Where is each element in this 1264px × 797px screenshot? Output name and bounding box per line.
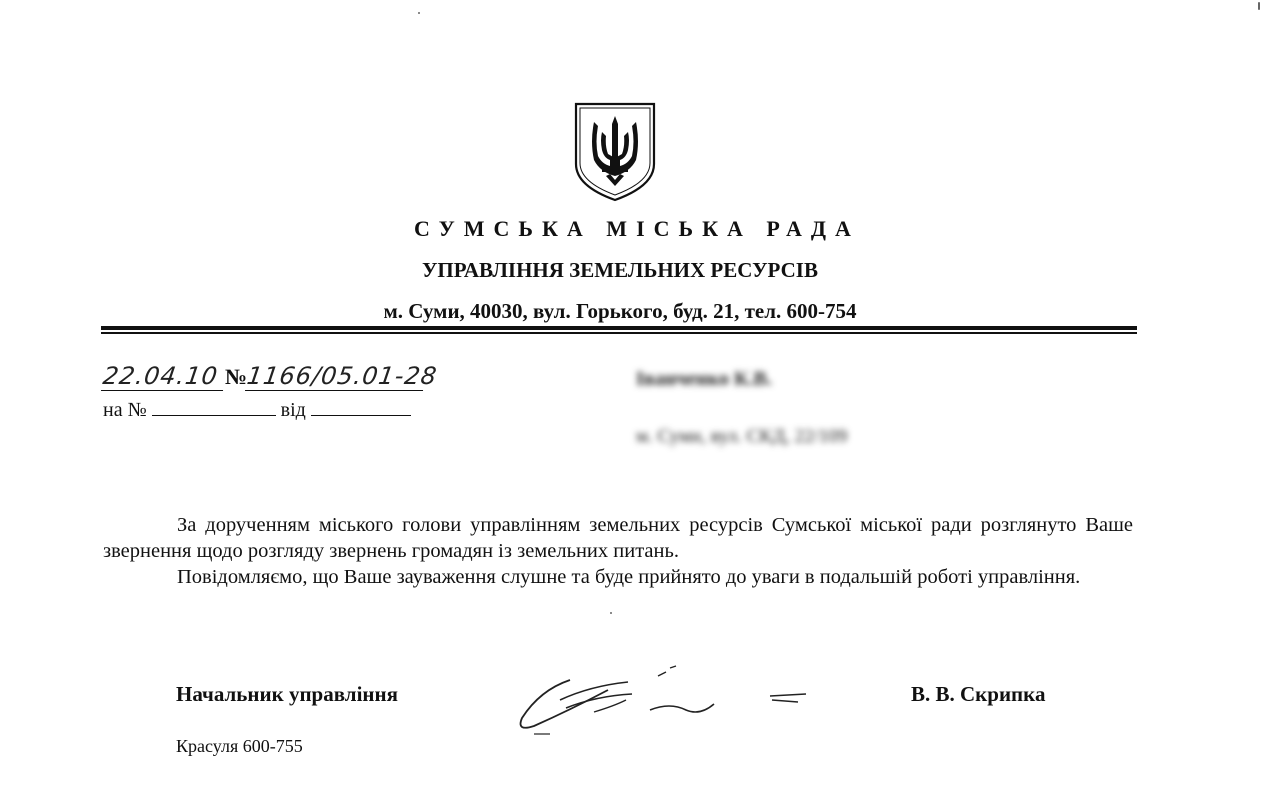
reference-from-label: від bbox=[280, 399, 306, 421]
scan-speck bbox=[1258, 2, 1260, 10]
signer-title: Начальник управління bbox=[176, 682, 398, 706]
signer-name: В. В. Скрипка bbox=[911, 682, 1046, 706]
executor-contact: Красуля 600-755 bbox=[176, 736, 303, 756]
organization-title: СУМСЬКА МІСЬКА РАДА bbox=[414, 216, 860, 241]
reference-number-blank bbox=[152, 397, 276, 416]
header-divider-thin bbox=[101, 332, 1137, 334]
number-sign: № bbox=[225, 364, 248, 389]
registration-number: 1166/05.01-28 bbox=[245, 362, 440, 390]
coat-of-arms-icon bbox=[572, 102, 658, 202]
recipient-address: м. Суми, вул. СКД, 22/109 bbox=[636, 426, 848, 447]
organization-address: м. Суми, 40030, вул. Горького, буд. 21, тел. 600-754 bbox=[383, 299, 857, 323]
registration-line bbox=[101, 362, 440, 394]
header-divider-thick bbox=[101, 326, 1137, 330]
scan-speck bbox=[610, 612, 612, 614]
scan-speck bbox=[418, 12, 420, 14]
body-paragraph-1: За дорученням міського голови управлінням земельних ресурсів Сумської міської ради розглянуто Ваше звернення щодо розгляду звернень громадян із земельних питань. bbox=[103, 514, 1133, 562]
recipient-name: Іванченко К.В. bbox=[636, 368, 772, 390]
letter-body bbox=[103, 512, 1133, 590]
handwritten-signature bbox=[510, 660, 820, 740]
department-title: УПРАВЛІННЯ ЗЕМЕЛЬНИХ РЕСУРСІВ bbox=[422, 258, 818, 282]
reference-line bbox=[103, 397, 411, 422]
reference-date-blank bbox=[311, 397, 411, 416]
registration-date: 22.04.10 bbox=[101, 362, 227, 391]
body-paragraph-2: Повідомляємо, що Ваше зауваження слушне та буде прийнято до уваги в подальшій роботі управління. bbox=[177, 566, 1081, 588]
reference-prefix: на № bbox=[103, 399, 147, 421]
